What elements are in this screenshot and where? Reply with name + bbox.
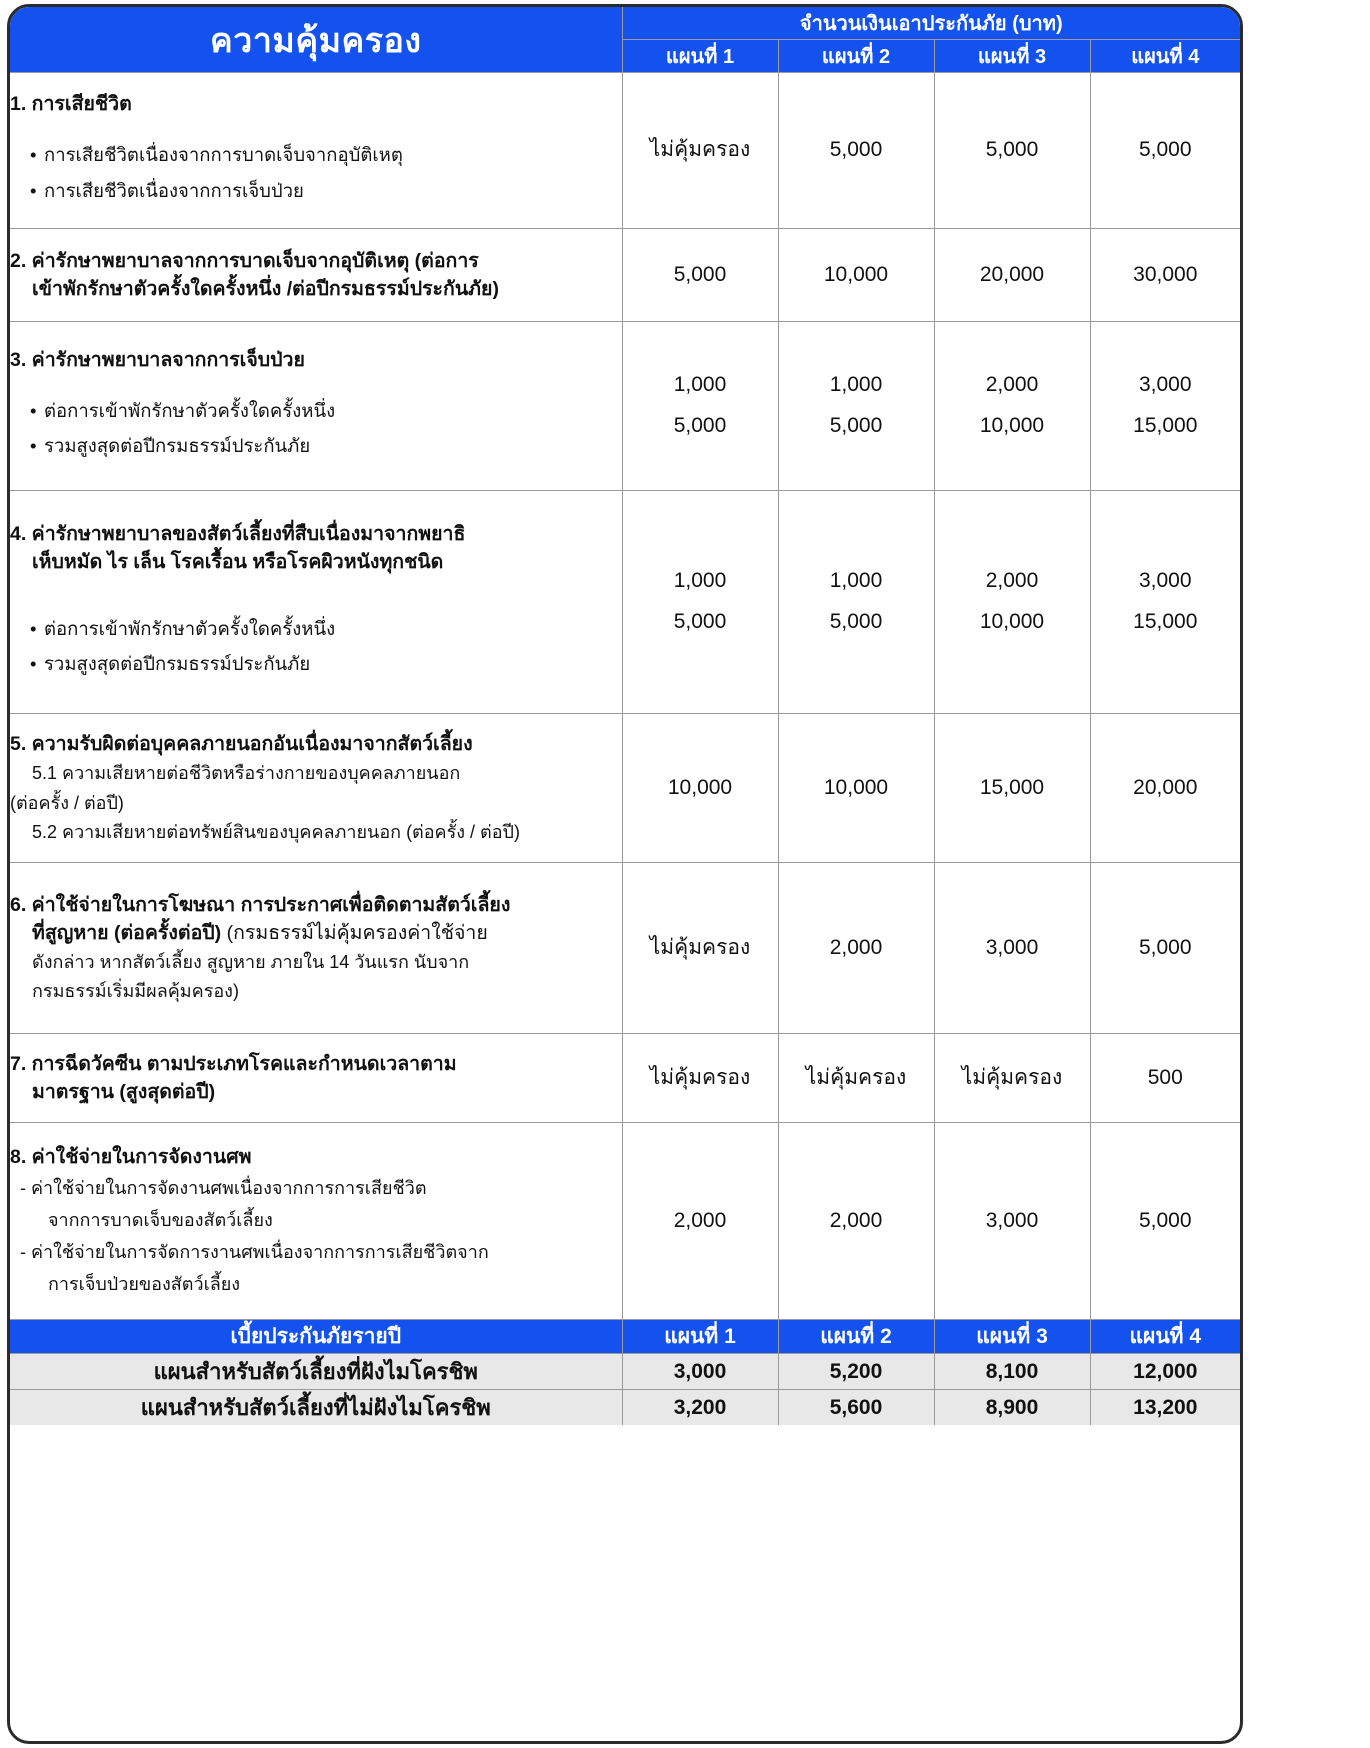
coverage-bullets-3 [10,393,622,463]
coverage-row-2 [10,229,1240,322]
list-item: • ต่อการเข้าพักรักษาตัวครั้งใดครั้งหนึ่ง [10,611,622,646]
coverage-description-4 [10,491,622,714]
coverage-title-6-line2-main: ที่สูญหาย (ต่อครั้งต่อปี) [32,921,222,944]
value-4-plan3 [934,491,1090,714]
table-header-row-1 [10,7,1240,40]
coverage-subline-5-2: 5.2 ความเสียหายต่อทรัพย์สินของบุคคลภายนอก (ต่อครั้ง / ต่อปี) [32,821,520,842]
coverage-row-7 [10,1034,1240,1123]
premium-header-row [10,1320,1240,1354]
value-line: 5,000 [829,610,883,633]
value-7-plan2: ไม่คุ้มครอง [778,1034,934,1123]
value-line: 3,000 [1138,569,1192,593]
value-line: 10,000 [979,610,1045,633]
header-plan-1: แผนที่ 1 [622,40,778,73]
coverage-title-1: 1. การเสียชีวิต [10,93,132,116]
coverage-row-4 [10,491,1240,714]
premium-header-label: เบี้ยประกันภัยรายปี [10,1320,622,1354]
value-line: 1,000 [829,373,883,397]
value-2-plan2: 10,000 [778,229,934,322]
coverage-title-7: 7. การฉีดวัคซีน ตามประเภทโรคและกำหนดเวลาตาม [10,1052,457,1075]
coverage-description-5 [10,714,622,863]
value-3-plan2 [778,322,934,491]
premium-no-microchip-plan2: 5,600 [778,1390,934,1426]
coverage-title-7-line2: มาตรฐาน (สูงสุดต่อปี) [32,1081,216,1103]
value-line: 1,000 [673,373,727,397]
premium-no-microchip-plan3: 8,900 [934,1390,1090,1426]
value-line: 10,000 [979,414,1045,437]
coverage-description-8 [10,1123,622,1320]
value-3-plan1 [622,322,778,491]
header-plan-3: แผนที่ 3 [934,40,1090,73]
value-line: 15,000 [1133,414,1198,437]
coverage-subline-5-1b: (ต่อครั้ง / ต่อปี) [10,792,124,813]
coverage-description-1 [10,73,622,229]
coverage-bullets-1 [10,137,622,207]
coverage-subline-5-1: 5.1 ความเสียหายต่อชีวิตหรือร่างกายของบุคคลภายนอก [32,763,461,784]
coverage-title-4: 4. ค่ารักษาพยาบาลของสัตว์เลี้ยงที่สืบเนื่องมาจากพยาธิ [10,522,466,545]
premium-microchip-plan1: 3,000 [622,1354,778,1390]
value-2-plan1: 5,000 [622,229,778,322]
value-4-plan2 [778,491,934,714]
premium-label-microchip: แผนสำหรับสัตว์เลี้ยงที่ฝังไมโครชิพ [10,1354,622,1390]
value-5-plan4: 20,000 [1090,714,1240,863]
coverage-title-2: 2. ค่ารักษาพยาบาลจากการบาดเจ็บจากอุบัติเหตุ (ต่อการ [10,249,479,272]
value-7-plan3: ไม่คุ้มครอง [934,1034,1090,1123]
premium-header-plan-3: แผนที่ 3 [934,1320,1090,1354]
coverage-title-2-line2: เข้าพักรักษาตัวครั้งใดครั้งหนึ่ง /ต่อปีกรมธรรม์ประกันภัย) [32,278,499,300]
premium-microchip-plan2: 5,200 [778,1354,934,1390]
header-plan-2: แผนที่ 2 [778,40,934,73]
value-2-plan4: 30,000 [1090,229,1240,322]
coverage-row-1 [10,73,1240,229]
coverage-table [10,7,1240,1425]
coverage-dashline-8-3: - ค่าใช้จ่ายในการจัดการงานศพเนื่องจากการการเสียชีวิตจาก [20,1242,489,1263]
premium-label-no-microchip: แผนสำหรับสัตว์เลี้ยงที่ไม่ฝังไมโครชิพ [10,1390,622,1426]
list-item: • การเสียชีวิตเนื่องจากการบาดเจ็บจากอุบัติเหตุ [10,137,622,172]
value-line: 1,000 [829,569,883,593]
coverage-dashline-8-4: การเจ็บป่วยของสัตว์เลี้ยง [48,1274,241,1295]
value-8-plan4: 5,000 [1090,1123,1240,1320]
coverage-row-3 [10,322,1240,491]
coverage-row-6 [10,863,1240,1034]
coverage-note-6-2: กรมธรรม์เริ่มมีผลคุ้มครอง) [32,981,239,1002]
header-plan-4: แผนที่ 4 [1090,40,1240,73]
value-3-plan3 [934,322,1090,491]
value-2-plan3: 20,000 [934,229,1090,322]
value-4-plan4 [1090,491,1240,714]
premium-header-plan-2: แผนที่ 2 [778,1320,934,1354]
value-line: 15,000 [1133,610,1198,633]
value-6-plan2: 2,000 [778,863,934,1034]
header-sum-insured-title: จำนวนเงินเอาประกันภัย (บาท) [622,7,1240,40]
value-1-plan1: ไม่คุ้มครอง [622,73,778,229]
value-8-plan3: 3,000 [934,1123,1090,1320]
value-4-plan1 [622,491,778,714]
value-line: 2,000 [985,569,1039,593]
value-1-plan3: 5,000 [934,73,1090,229]
list-item: • รวมสูงสุดต่อปีกรมธรรม์ประกันภัย [10,428,622,463]
premium-no-microchip-plan1: 3,200 [622,1390,778,1426]
value-line: 5,000 [673,414,727,437]
value-5-plan1: 10,000 [622,714,778,863]
coverage-description-2 [10,229,622,322]
premium-microchip-plan4: 12,000 [1090,1354,1240,1390]
value-1-plan2: 5,000 [778,73,934,229]
list-item: • ต่อการเข้าพักรักษาตัวครั้งใดครั้งหนึ่ง [10,393,622,428]
coverage-title-6: 6. ค่าใช้จ่ายในการโฆษณา การประกาศเพื่อติดตามสัตว์เลี้ยง [10,893,511,916]
coverage-title-5: 5. ความรับผิดต่อบุคคลภายนอกอันเนื่องมาจากสัตว์เลี้ยง [10,733,473,756]
value-line: 5,000 [673,610,727,633]
value-8-plan1: 2,000 [622,1123,778,1320]
coverage-table-card [7,4,1243,1744]
premium-header-plan-4: แผนที่ 4 [1090,1320,1240,1354]
list-item: • การเสียชีวิตเนื่องจากการเจ็บป่วย [10,173,622,208]
premium-row-microchip [10,1354,1240,1390]
coverage-description-7 [10,1034,622,1123]
premium-microchip-plan3: 8,100 [934,1354,1090,1390]
value-line: 1,000 [673,569,727,593]
coverage-title-8: 8. ค่าใช้จ่ายในการจัดงานศพ [10,1145,252,1168]
value-6-plan3: 3,000 [934,863,1090,1034]
value-6-plan1: ไม่คุ้มครอง [622,863,778,1034]
coverage-row-8 [10,1123,1240,1320]
premium-header-plan-1: แผนที่ 1 [622,1320,778,1354]
value-8-plan2: 2,000 [778,1123,934,1320]
list-item: • รวมสูงสุดต่อปีกรมธรรม์ประกันภัย [10,646,622,681]
coverage-row-5 [10,714,1240,863]
coverage-bullets-4 [10,611,622,681]
value-1-plan4: 5,000 [1090,73,1240,229]
coverage-dashline-8-2: จากการบาดเจ็บของสัตว์เลี้ยง [48,1210,273,1231]
value-7-plan1: ไม่คุ้มครอง [622,1034,778,1123]
premium-row-no-microchip [10,1390,1240,1426]
value-line: 5,000 [829,414,883,437]
value-3-plan4 [1090,322,1240,491]
coverage-description-3 [10,322,622,491]
value-5-plan3: 15,000 [934,714,1090,863]
coverage-description-6 [10,863,622,1034]
coverage-note-6-1: ดังกล่าว หากสัตว์เลี้ยง สูญหาย ภายใน 14 วันแรก นับจาก [32,952,470,973]
value-7-plan4: 500 [1090,1034,1240,1123]
value-line: 2,000 [985,373,1039,397]
value-5-plan2: 10,000 [778,714,934,863]
coverage-title-6-line2 [10,918,622,948]
value-line: 3,000 [1138,373,1192,397]
coverage-dashline-8-1: - ค่าใช้จ่ายในการจัดงานศพเนื่องจากการการเสียชีวิต [20,1178,427,1199]
value-6-plan4: 5,000 [1090,863,1240,1034]
coverage-title-4-line2: เห็บหมัด ไร เล็น โรคเรื้อน หรือโรคผิวหนังทุกชนิด [32,550,444,573]
coverage-title-3: 3. ค่ารักษาพยาบาลจากการเจ็บป่วย [10,348,305,371]
premium-no-microchip-plan4: 13,200 [1090,1390,1240,1426]
coverage-title-6-line2-note: (กรมธรรม์ไม่คุ้มครองค่าใช้จ่าย [221,921,488,944]
header-coverage-title: ความคุ้มครอง [10,7,622,73]
